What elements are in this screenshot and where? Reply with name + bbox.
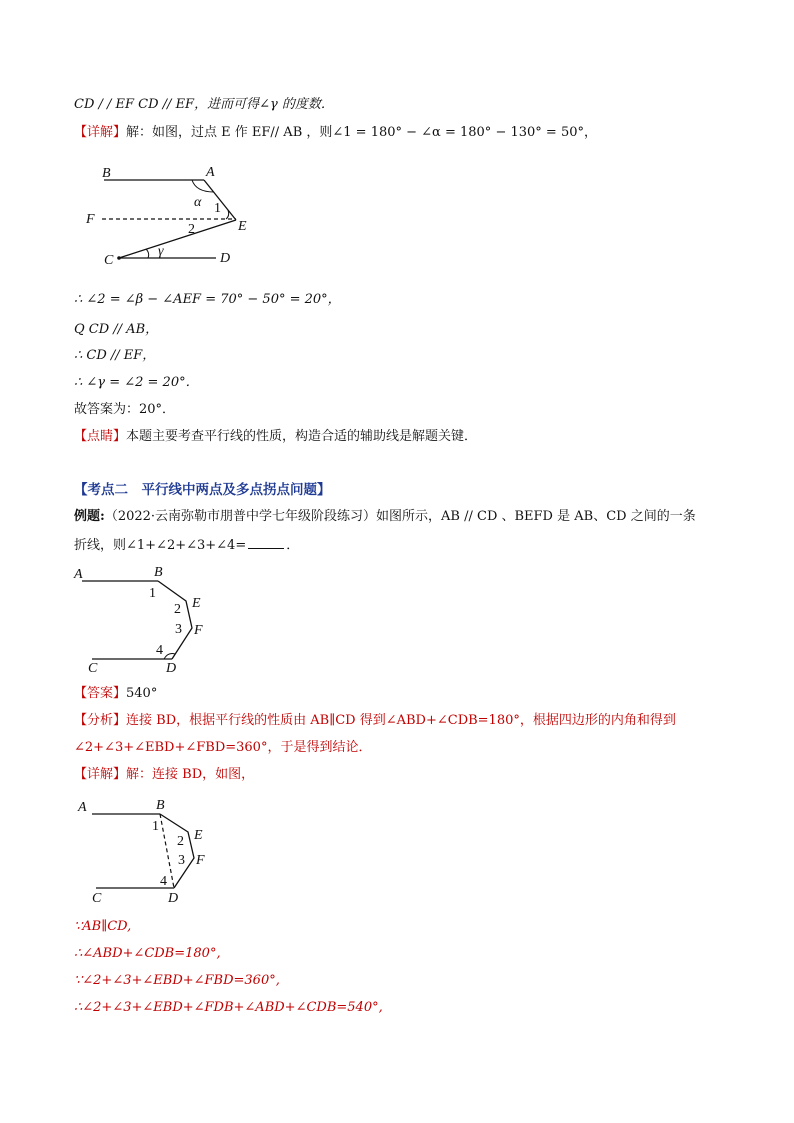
example-text-2a: 折线，则∠1+∠2+∠3+∠4= <box>74 538 247 553</box>
label-alpha: α <box>194 195 202 210</box>
section-heading: 【考点二 平行线中两点及多点拐点问题】 <box>74 482 331 498</box>
label-c: C <box>104 253 114 268</box>
sol2-line-3: ∵∠2+∠3+∠EBD+∠FBD=360°, <box>74 973 280 988</box>
figure-2 <box>74 563 234 678</box>
label-b: B <box>154 565 163 580</box>
sol2-line-1: ∵AB∥CD, <box>74 919 132 934</box>
label-f: F <box>194 623 203 638</box>
label-e: E <box>238 219 247 234</box>
label-b: B <box>156 798 165 813</box>
answer-tag: 【答案】 <box>74 686 127 701</box>
label-a: A <box>78 800 87 815</box>
analysis-line-1 <box>74 712 676 730</box>
detail-line <box>74 766 254 784</box>
label-a: A <box>74 567 83 582</box>
label-2: 2 <box>174 602 181 617</box>
figure-3 <box>74 796 234 911</box>
answer-line <box>74 685 157 703</box>
sol1-line-2: Q CD // AB， <box>74 322 159 337</box>
sol1-line-4: ∴ ∠γ = ∠2 = 20°． <box>74 375 199 390</box>
label-4: 4 <box>156 643 163 658</box>
sol1-line-3: ∴ CD // EF， <box>74 348 156 363</box>
label-b: B <box>102 166 111 181</box>
example-text-2b: ． <box>286 538 300 553</box>
polyline-befd <box>158 581 192 659</box>
detail-tag-2: 【详解】 <box>74 767 127 782</box>
example-text: （2022·云南弥勒市朋普中学七年级阶段练习）如图所示，AB // CD 、BEFD 是 AB、CD 之间的一条 <box>104 509 696 524</box>
label-d: D <box>168 891 179 906</box>
label-f: F <box>196 853 205 868</box>
label-1: 1 <box>152 819 159 834</box>
analysis-tag: 【分析】 <box>74 713 127 728</box>
label-1: 1 <box>214 201 221 216</box>
arc-alpha <box>192 180 214 192</box>
label-c: C <box>92 891 102 906</box>
label-4: 4 <box>160 874 167 889</box>
detail-text: 解：如图，过点 E 作 EF// AB ，则∠1 = 180° − ∠α = 180° − 130° = 50°， <box>126 125 597 140</box>
sol1-line-6 <box>74 428 477 446</box>
answer-text: 540° <box>126 686 158 701</box>
sol1-line-5: 故答案为：20°． <box>74 402 176 417</box>
answer-blank <box>248 536 284 549</box>
comment-text: 本题主要考查平行线的性质，构造合适的辅助线是解题关键． <box>126 429 478 444</box>
sol1-line-1: ∴ ∠2 = ∠β − ∠AEF = 70° − 50° = 20°， <box>74 292 341 307</box>
example-label: 例题: <box>74 509 105 524</box>
detail-tag: 【详解】 <box>74 125 127 140</box>
example-line-1 <box>74 508 696 526</box>
comment-tag: 【点睛】 <box>74 429 127 444</box>
label-e: E <box>192 596 201 611</box>
label-3: 3 <box>178 853 185 868</box>
label-3: 3 <box>175 622 182 637</box>
label-c: C <box>88 661 98 676</box>
label-d: D <box>166 661 177 676</box>
label-gamma: γ <box>158 244 164 259</box>
label-a: A <box>206 165 215 180</box>
detail-text-2: 解：连接 BD，如图， <box>126 767 255 782</box>
sol2-line-4: ∴∠2+∠3+∠EBD+∠FDB+∠ABD+∠CDB=540°, <box>74 1000 383 1015</box>
label-d: D <box>220 251 231 266</box>
example-line-2 <box>74 536 299 555</box>
line-ce <box>119 220 236 258</box>
label-2: 2 <box>188 222 195 237</box>
analysis-line-2: ∠2+∠3+∠EBD+∠FBD=360°，于是得到结论． <box>74 740 372 755</box>
arc-gamma <box>146 249 149 258</box>
figure-1 <box>84 160 284 270</box>
label-e: E <box>194 828 203 843</box>
text-line-1: CD / / EF CD // EF，进而可得∠γ 的度数． <box>74 97 334 112</box>
label-2: 2 <box>177 834 184 849</box>
arc-1 <box>226 210 229 219</box>
sol2-line-2: ∴∠ABD+∠CDB=180°, <box>74 946 221 961</box>
text-line-2 <box>74 124 597 142</box>
label-1: 1 <box>149 586 156 601</box>
analysis-text: 连接 BD，根据平行线的性质由 AB∥CD 得到∠ABD+∠CDB=180°，根据四边形的内角和得到 <box>126 713 676 728</box>
label-f: F <box>86 212 95 227</box>
point-c <box>117 256 121 260</box>
